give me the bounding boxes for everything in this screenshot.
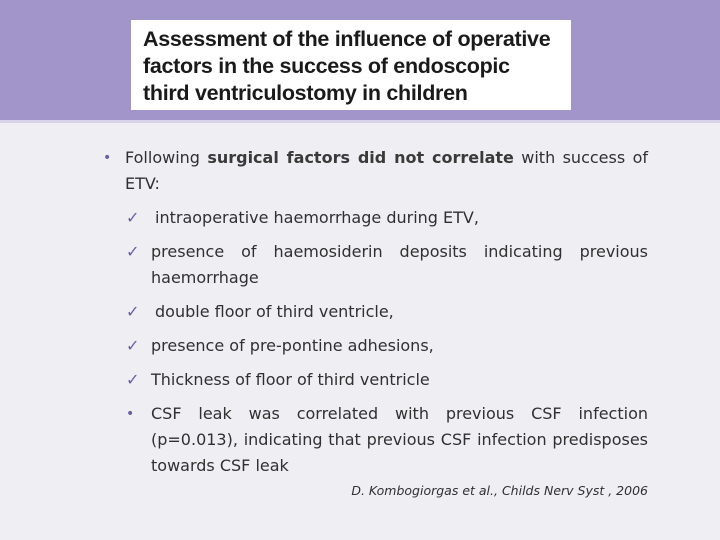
lead-suffix: with success of ETV: (125, 148, 648, 193)
checkmark-icon: ✓ (126, 208, 140, 227)
checkmark-icon: ✓ (126, 302, 140, 321)
lead-bullet (100, 145, 648, 197)
title-line-3: third ventriculostomy in children (143, 81, 468, 105)
note-text: CSF leak was correlated with previous CSF infection (p=0.013), indicating that previous CSF infection predisposes towards CSF leak (151, 404, 648, 475)
note-bullet (100, 401, 648, 479)
list-item-text: presence of haemosiderin deposits indicating previous haemorrhage (151, 242, 648, 287)
list-item (100, 299, 648, 325)
header-divider (0, 120, 720, 123)
list-item (100, 239, 648, 291)
list-item-text: presence of pre-pontine adhesions, (151, 336, 434, 355)
list-item-text: intraoperative haemorrhage during ETV, (155, 208, 479, 227)
checkmark-icon: ✓ (126, 336, 140, 355)
list-item (100, 367, 648, 393)
title-line-1: Assessment of the influence of operative (143, 27, 551, 51)
list-item (100, 205, 648, 231)
list-item (100, 333, 648, 359)
list-item-text: Thickness of floor of third ventricle (151, 370, 430, 389)
slide-body (100, 145, 648, 479)
lead-prefix: Following (125, 148, 208, 167)
bullet-dot-icon: • (126, 406, 135, 422)
citation: D. Kombogiorgas et al., Childs Nerv Syst , 2006 (351, 483, 648, 498)
title-box (131, 20, 571, 110)
checkmark-icon: ✓ (126, 242, 140, 261)
checkmark-icon: ✓ (126, 370, 140, 389)
list-item-text: double floor of third ventricle, (155, 302, 394, 321)
lead-emphasis: surgical factors did not correlate (207, 148, 514, 167)
bullet-dot-icon: • (103, 150, 112, 166)
title-line-2: factors in the success of endoscopic (143, 54, 510, 78)
